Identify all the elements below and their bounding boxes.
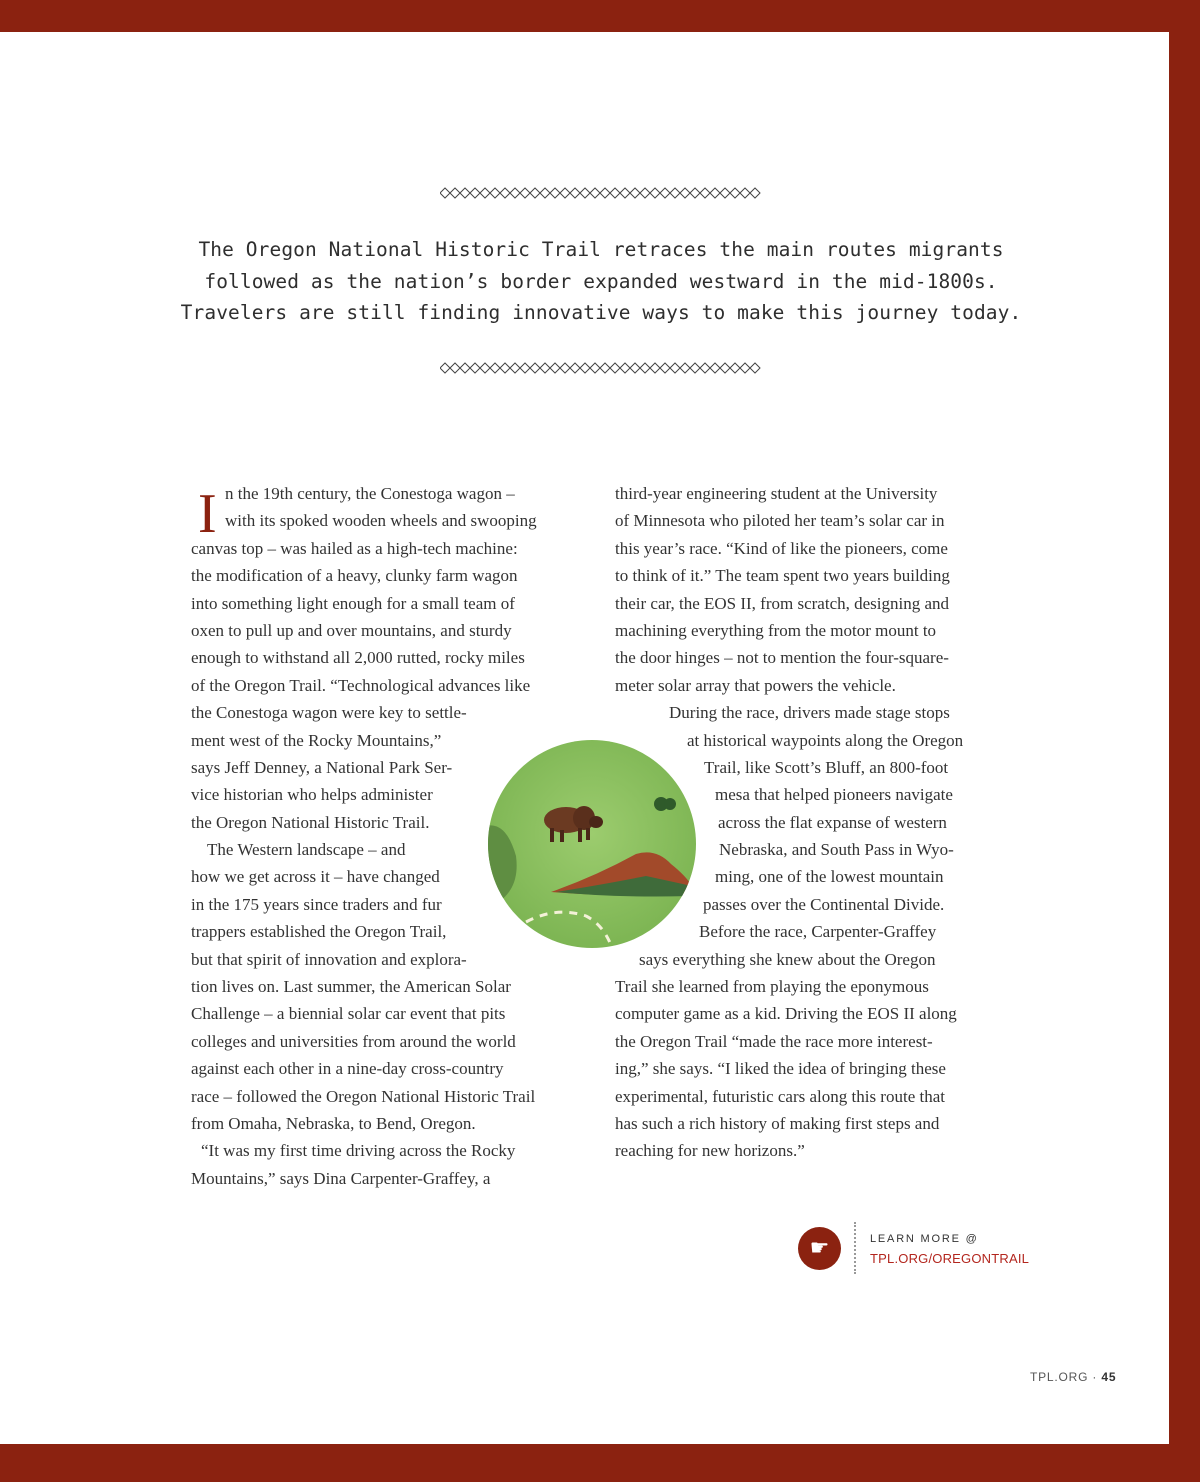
text-line: trappers established the Oregon Trail, <box>191 922 447 942</box>
diamond-ornament <box>490 188 500 198</box>
diamond-ornament <box>480 363 490 373</box>
text-line: ming, one of the lowest mountain <box>715 867 944 887</box>
text-line: across the flat expanse of western <box>718 812 947 832</box>
text-line: race – followed the Oregon National Historic Trail <box>191 1086 536 1106</box>
text-line: ment west of the Rocky Mountains,” <box>191 730 442 750</box>
diamond-ornament <box>730 363 740 373</box>
prairie-illustration <box>486 726 698 962</box>
diamond-ornament <box>640 363 650 373</box>
footer-site: TPL.ORG · <box>1030 1370 1098 1384</box>
text-line: says everything she knew about the Oregon <box>639 949 936 969</box>
text-line: says Jeff Denney, a National Park Ser- <box>191 757 453 777</box>
diamond-ornament <box>620 188 630 198</box>
diamond-ornament <box>710 363 720 373</box>
diamond-ornament <box>580 363 590 373</box>
diamond-ornament <box>510 188 520 198</box>
text-line: experimental, futuristic cars along this route that <box>615 1086 945 1106</box>
intro-deck <box>150 234 1052 329</box>
diamond-divider-top <box>440 187 762 199</box>
text-line: their car, the EOS II, from scratch, designing and <box>615 593 950 613</box>
diamond-ornament <box>630 188 640 198</box>
text-line: against each other in a nine-day cross-country <box>191 1059 504 1079</box>
text-line: meter solar array that powers the vehicle. <box>615 675 896 695</box>
diamond-ornament <box>590 363 600 373</box>
text-line: passes over the Continental Divide. <box>703 894 945 914</box>
diamond-ornament <box>530 188 540 198</box>
diamond-ornament <box>520 188 530 198</box>
diamond-ornament <box>510 363 520 373</box>
text-line: from Omaha, Nebraska, to Bend, Oregon. <box>191 1113 476 1133</box>
text-line: Trail, like Scott’s Bluff, an 800-foot <box>704 757 949 777</box>
diamond-ornament <box>550 363 560 373</box>
drop-cap: I <box>198 483 217 545</box>
page-footer <box>1030 1370 1116 1384</box>
text-line: this year’s race. “Kind of like the pioneers, come <box>615 538 948 558</box>
diamond-ornament <box>750 363 760 373</box>
text-line: at historical waypoints along the Oregon <box>687 730 964 750</box>
diamond-ornament <box>610 188 620 198</box>
text-line: Trail she learned from playing the eponymous <box>615 977 929 997</box>
diamond-ornament <box>630 363 640 373</box>
intro-line: The Oregon National Historic Trail retraces the main routes migrants <box>198 238 1004 261</box>
text-line: with its spoked wooden wheels and swooping <box>225 511 537 531</box>
text-line: of Minnesota who piloted her team’s solar car in <box>615 511 945 531</box>
diamond-ornament <box>720 363 730 373</box>
text-line: in the 175 years since traders and fur <box>191 894 442 914</box>
diamond-ornament <box>440 188 450 198</box>
text-line: The Western landscape – and <box>207 840 406 860</box>
page-number: 45 <box>1101 1370 1117 1384</box>
diamond-ornament <box>570 188 580 198</box>
diamond-ornament <box>500 188 510 198</box>
diamond-ornament <box>740 363 750 373</box>
text-line: the modification of a heavy, clunky farm wagon <box>191 566 518 586</box>
diamond-ornament <box>450 363 460 373</box>
text-line: to think of it.” The team spent two years building <box>615 566 950 586</box>
text-line: Nebraska, and South Pass in Wyo- <box>719 840 954 860</box>
intro-line: Travelers are still finding innovative ways to make this journey today. <box>180 301 1022 324</box>
page <box>0 32 1169 1444</box>
text-line: the door hinges – not to mention the four-square- <box>615 648 949 668</box>
learn-more-callout[interactable] <box>798 1222 1028 1276</box>
diamond-ornament <box>690 363 700 373</box>
diamond-ornament <box>650 188 660 198</box>
diamond-ornament <box>540 188 550 198</box>
text-line: the Conestoga wagon were key to settle- <box>191 703 467 723</box>
text-line: tion lives on. Last summer, the American Solar <box>191 977 511 997</box>
text-line: computer game as a kid. Driving the EOS II along <box>615 1004 957 1024</box>
text-line: During the race, drivers made stage stops <box>669 703 950 723</box>
diamond-ornament <box>540 363 550 373</box>
diamond-ornament <box>670 363 680 373</box>
text-line: ing,” she says. “I liked the idea of bringing these <box>615 1059 946 1079</box>
intro-line: followed as the nation’s border expanded westward in the mid-1800s. <box>204 269 998 293</box>
diamond-ornament <box>530 363 540 373</box>
text-line: Before the race, Carpenter-Graffey <box>699 922 937 942</box>
text-line: vice historian who helps administer <box>191 785 433 805</box>
diamond-ornament <box>500 363 510 373</box>
diamond-ornament <box>600 363 610 373</box>
text-line: mesa that helped pioneers navigate <box>715 785 953 805</box>
diamond-ornament <box>740 188 750 198</box>
text-line: has such a rich history of making first steps and <box>615 1113 940 1133</box>
diamond-ornament <box>560 188 570 198</box>
text-line: Challenge – a biennial solar car event that pits <box>191 1004 506 1024</box>
text-line: into something light enough for a small team of <box>191 593 515 613</box>
diamond-ornament <box>660 188 670 198</box>
text-line: canvas top – was hailed as a high-tech machine: <box>191 538 518 558</box>
diamond-ornament <box>710 188 720 198</box>
diamond-ornament <box>610 363 620 373</box>
diamond-ornament <box>620 363 630 373</box>
learn-more-label: LEARN MORE @ <box>870 1233 979 1245</box>
diamond-ornament <box>750 188 760 198</box>
text-line: third-year engineering student at the University <box>615 484 938 503</box>
diamond-ornament <box>440 363 450 373</box>
diamond-ornament <box>650 363 660 373</box>
dotted-divider <box>854 1222 856 1274</box>
diamond-ornament <box>520 363 530 373</box>
diamond-ornament <box>560 363 570 373</box>
diamond-ornament <box>580 188 590 198</box>
text-line: colleges and universities from around the world <box>191 1031 516 1051</box>
diamond-ornament <box>700 188 710 198</box>
text-line: reaching for new horizons.” <box>615 1141 805 1161</box>
diamond-ornament <box>550 188 560 198</box>
diamond-ornament <box>460 363 470 373</box>
diamond-ornament <box>460 188 470 198</box>
diamond-ornament <box>730 188 740 198</box>
learn-more-link[interactable]: TPL.ORG/OREGONTRAIL <box>870 1251 1030 1266</box>
text-line: enough to withstand all 2,000 rutted, rocky miles <box>191 648 525 668</box>
diamond-ornament <box>660 363 670 373</box>
diamond-ornament <box>720 188 730 198</box>
diamond-ornament <box>690 188 700 198</box>
text-line: n the 19th century, the Conestoga wagon – <box>225 484 515 503</box>
diamond-ornament <box>590 188 600 198</box>
text-line: oxen to pull up and over mountains, and sturdy <box>191 620 512 640</box>
text-line: the Oregon National Historic Trail. <box>191 812 430 832</box>
text-line: how we get across it – have changed <box>191 867 440 887</box>
pointing-hand-icon[interactable]: ☛ <box>798 1227 841 1270</box>
text-line: the Oregon Trail “made the race more interest- <box>615 1031 933 1051</box>
diamond-ornament <box>700 363 710 373</box>
text-line: but that spirit of innovation and explora- <box>191 949 467 969</box>
diamond-ornament <box>670 188 680 198</box>
diamond-ornament <box>470 363 480 373</box>
diamond-ornament <box>480 188 490 198</box>
diamond-ornament <box>680 188 690 198</box>
diamond-ornament <box>680 363 690 373</box>
diamond-ornament <box>640 188 650 198</box>
text-line: of the Oregon Trail. “Technological advances like <box>191 675 531 695</box>
diamond-divider-bottom <box>440 362 762 374</box>
diamond-ornament <box>600 188 610 198</box>
text-line: machining everything from the motor mount to <box>615 620 937 640</box>
diamond-ornament <box>470 188 480 198</box>
text-line: Mountains,” says Dina Carpenter-Graffey, a <box>191 1168 491 1188</box>
diamond-ornament <box>570 363 580 373</box>
text-line: “It was my first time driving across the Rocky <box>201 1141 516 1161</box>
diamond-ornament <box>450 188 460 198</box>
diamond-ornament <box>490 363 500 373</box>
